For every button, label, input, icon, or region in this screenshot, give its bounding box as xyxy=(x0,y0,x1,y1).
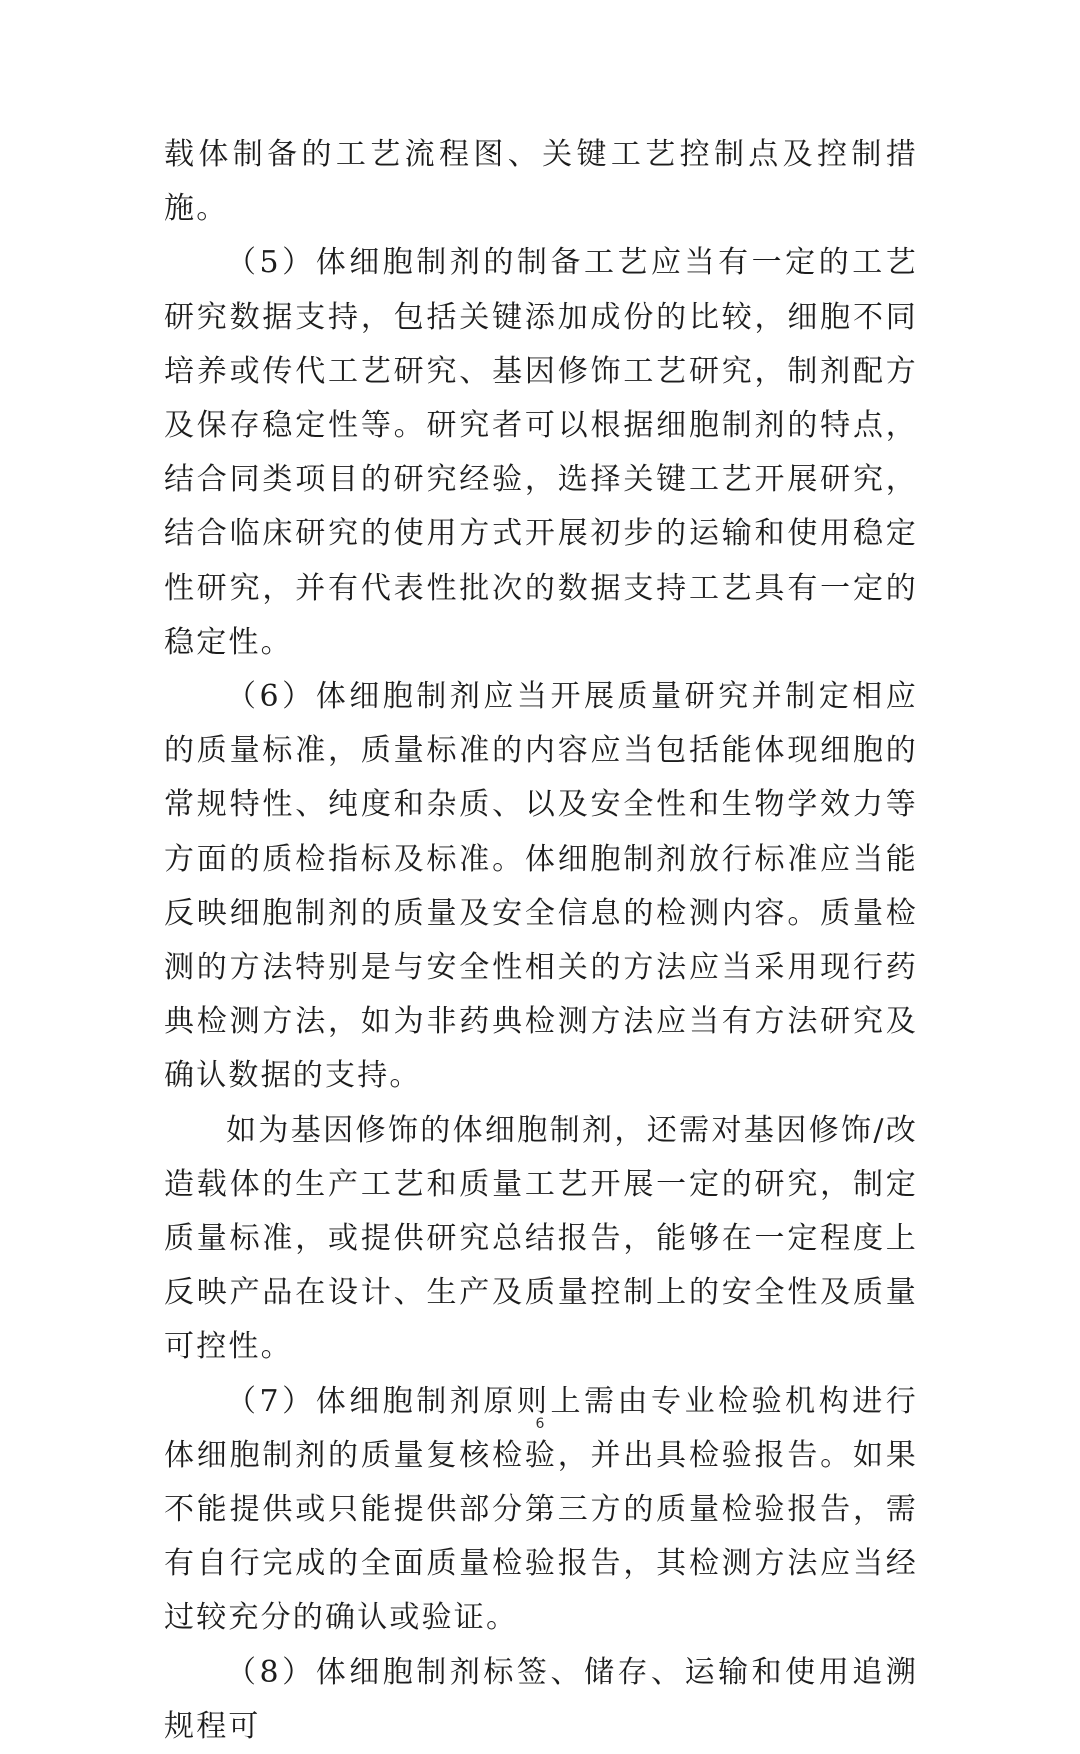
paragraph-4: 如为基因修饰的体细胞制剂，还需对基因修饰/改造载体的生产工艺和质量工艺开展一定的研究，制定质量标准，或提供研究总结报告，能够在一定程度上反映产品在设计、生产及质量控制上的安全性及质量可控性。 xyxy=(164,1112,918,1365)
paragraph-2: （5）体细胞制剂的制备工艺应当有一定的工艺研究数据支持，包括关键添加成份的比较，细胞不同培养或传代工艺研究、基因修饰工艺研究，制剂配方及保存稳定性等。研究者可以根据细胞制剂的特点，结合同类项目的研究经验，选择关键工艺开展研究，结合临床研究的使用方式开展初步的运输和使用稳定性研究，并有代表性批次的数据支持工艺具有一定的稳定性。 xyxy=(164,245,918,660)
paragraph-1: 载体制备的工艺流程图、关键工艺控制点及控制措施。 xyxy=(164,137,918,227)
paragraph-3: （6）体细胞制剂应当开展质量研究并制定相应的质量标准，质量标准的内容应当包括能体现细胞的常规特性、纯度和杂质、以及安全性和生物学效力等方面的质检指标及标准。体细胞制剂放行标准应当能反映细胞制剂的质量及安全信息的检测内容。质量检测的方法特别是与安全性相关的方法应当采用现行药典检测方法，如为非药典检测方法应当有方法研究及确认数据的支持。 xyxy=(164,679,918,1094)
page-number: 6 xyxy=(535,1416,545,1432)
paragraph-5: （7）体细胞制剂原则上需由专业检验机构进行体细胞制剂的质量复核检验，并出具检验报告。如果不能提供或只能提供部分第三方的质量检验报告，需有自行完成的全面质量检验报告，其检测方法应当经过较充分的确认或验证。 xyxy=(164,1383,918,1636)
body-text xyxy=(164,128,918,1754)
paragraph-6: （8）体细胞制剂标签、储存、运输和使用追溯规程可 xyxy=(164,1654,918,1744)
